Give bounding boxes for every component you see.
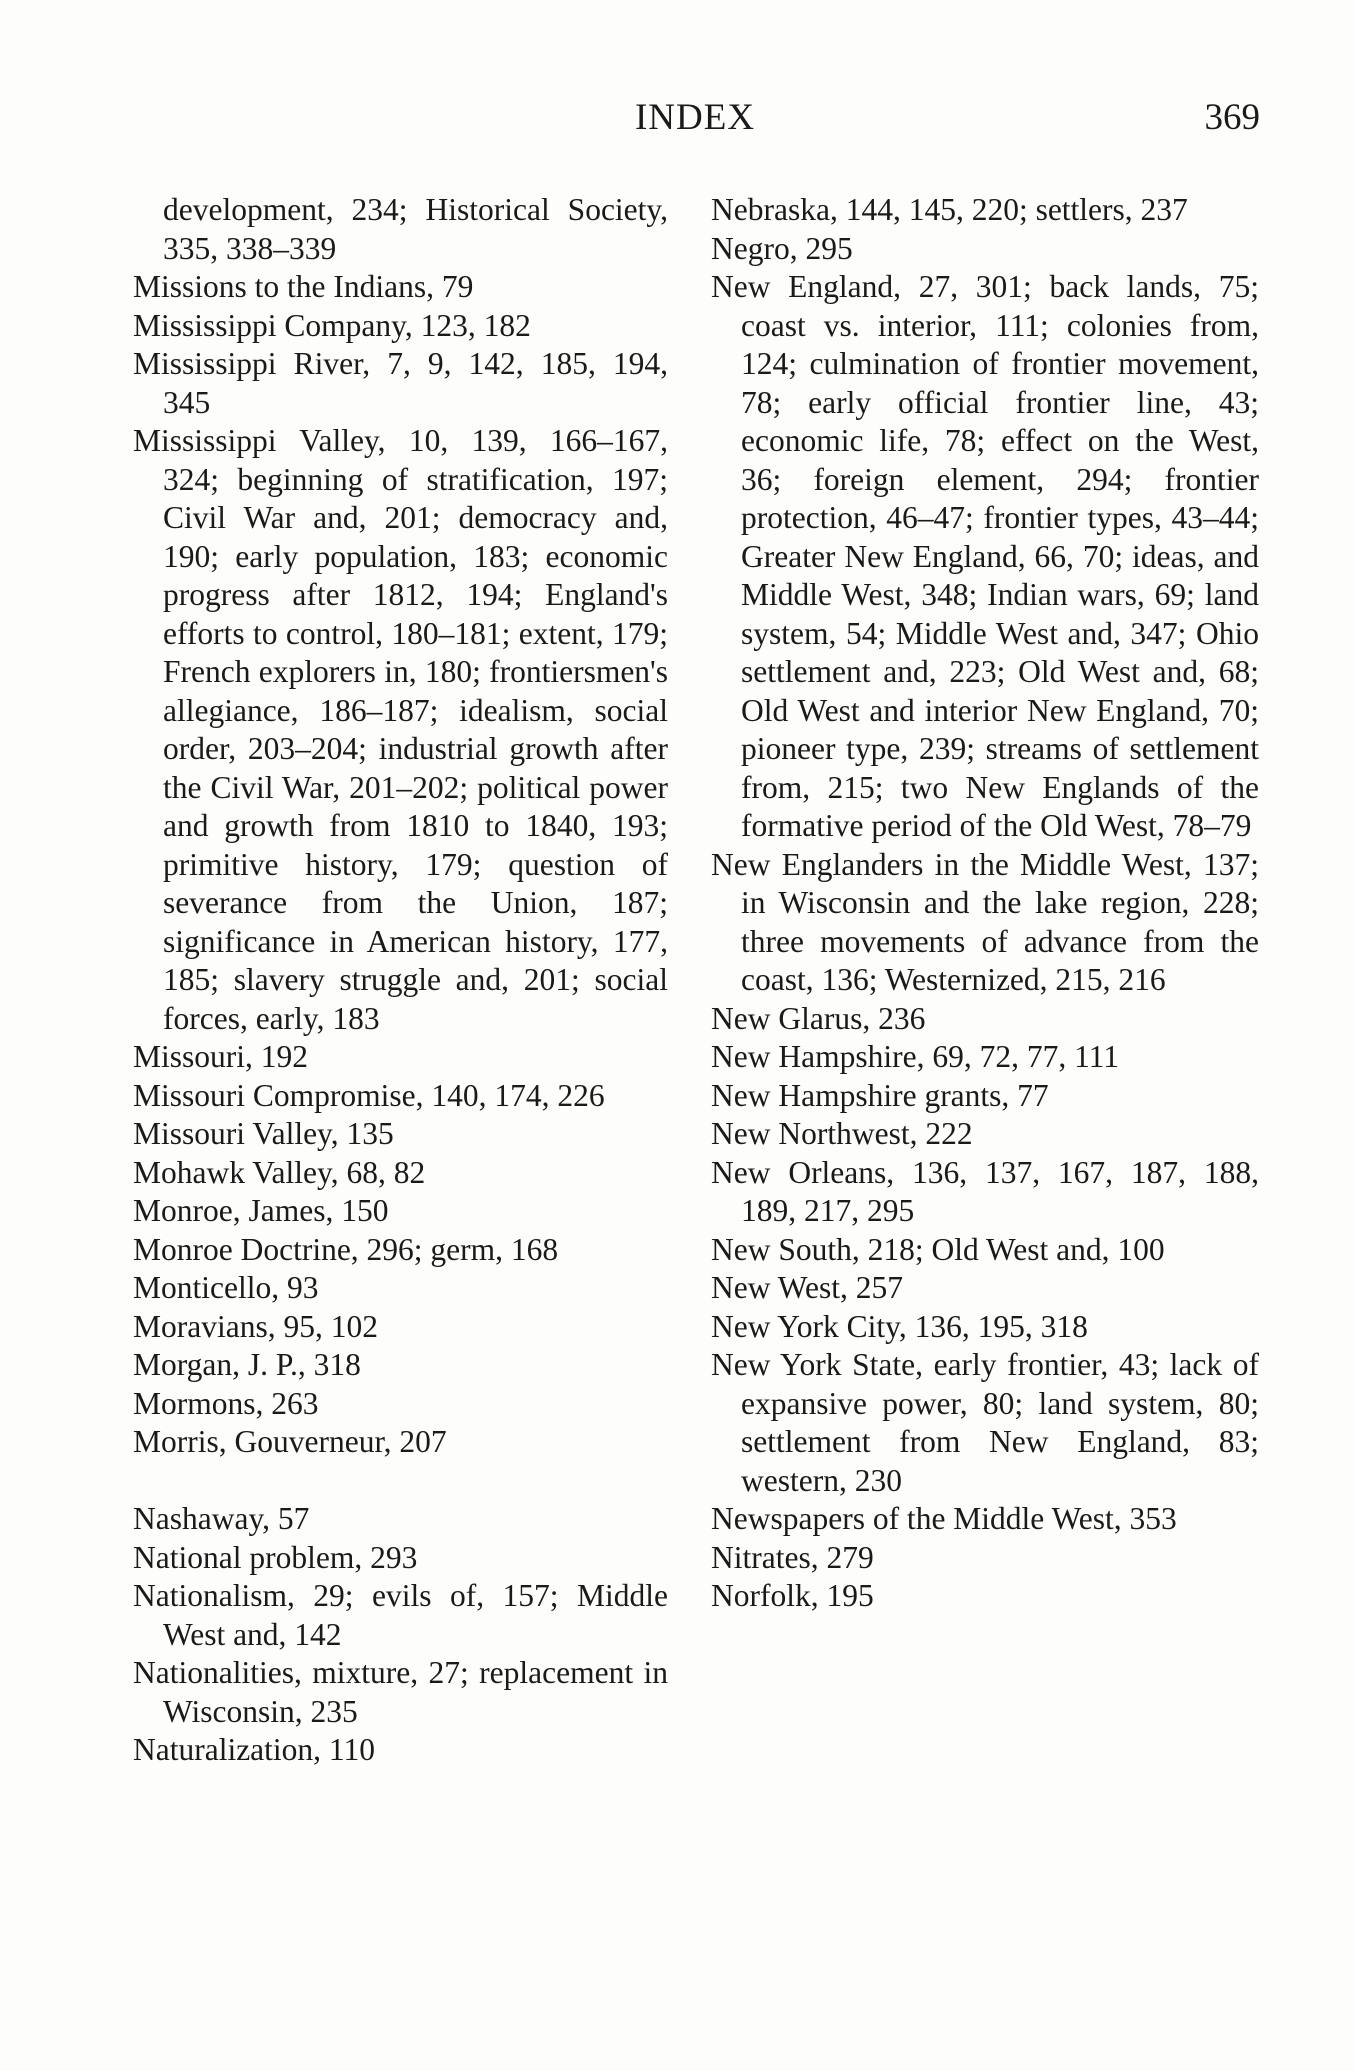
index-entry: Negro, 295 xyxy=(711,230,853,266)
index-entry: Mississippi Company, 123, 182 xyxy=(133,307,531,343)
index-entry: New West, 257 xyxy=(711,1270,903,1305)
index-entry: Missouri Valley, 135 xyxy=(133,1116,394,1151)
index-entry: New York City, 136, 195, 318 xyxy=(711,1308,1088,1344)
index-entry: Missouri Compromise, 140, 174, 226 xyxy=(133,1077,605,1113)
index-entry: Nitrates, 279 xyxy=(711,1539,874,1575)
index-entry: Missouri, 192 xyxy=(133,1039,309,1074)
index-entry: New York State, early frontier, 43; lack of expansive power, 80; land system, 80; settlement from New England, 83; western, 230 xyxy=(711,1347,1259,1498)
index-entry: Naturalization, 110 xyxy=(133,1732,376,1767)
index-entry: New England, 27, 301; back lands, 75; coast vs. interior, 111; colonies from, 124; culmination of frontier movement, 78; early official frontier line, 43; economic life, 78; effect on the West, 36; foreign element, 294; frontier protection, 46–47; frontier types, 43–44; Greater New England, 66, 70; ideas, and Middle West, 348; Indian wars, 69; land system, 54; Middle West and, 347; Ohio settlement and, 223; Old West and, 68; Old West and interior New England, 70; pioneer type, 239; streams of settlement from, 215; two New Englands of the formative period of the Old West, 78–79 xyxy=(711,269,1259,843)
section-gap xyxy=(133,1462,668,1501)
index-entry: Morgan, J. P., 318 xyxy=(133,1347,361,1382)
index-entry: Nashaway, 57 xyxy=(133,1501,310,1536)
page-header xyxy=(130,96,1260,146)
index-entry: New Glarus, 236 xyxy=(711,1000,926,1036)
index-entry: National problem, 293 xyxy=(133,1539,418,1575)
index-entry: Moravians, 95, 102 xyxy=(133,1308,378,1344)
index-entry: Missions to the Indians, 79 xyxy=(133,269,474,304)
index-entry: Nationalism, 29; evils of, 157; Middle West and, 142 xyxy=(133,1578,668,1652)
index-entry: Monroe, James, 150 xyxy=(133,1193,389,1228)
page-number: 369 xyxy=(1204,97,1260,138)
index-entry: New Northwest, 222 xyxy=(711,1116,973,1151)
index-entry: New Hampshire, 69, 72, 77, 111 xyxy=(711,1039,1119,1074)
index-entry: Monticello, 93 xyxy=(133,1270,319,1305)
index-entry: Monroe Doctrine, 296; germ, 168 xyxy=(133,1231,559,1267)
index-entry: Mohawk Valley, 68, 82 xyxy=(133,1154,426,1190)
index-entry: New South, 218; Old West and, 100 xyxy=(711,1231,1165,1267)
index-entry: New Hampshire grants, 77 xyxy=(711,1077,1049,1113)
index-entry: Mississippi River, 7, 9, 142, 185, 194, 345 xyxy=(133,346,668,420)
index-entry: Nebraska, 144, 145, 220; settlers, 237 xyxy=(711,192,1188,227)
page-title: INDEX xyxy=(634,97,756,138)
index-entry: development, 234; Historical Society, 335, 338–339 xyxy=(163,192,668,266)
index-column-right xyxy=(711,191,1259,1616)
index-entry: New Orleans, 136, 137, 167, 187, 188, 189, 217, 295 xyxy=(711,1154,1259,1228)
index-column-left xyxy=(133,191,668,1770)
index-entry: Morris, Gouverneur, 207 xyxy=(133,1424,447,1459)
index-entry: Newspapers of the Middle West, 353 xyxy=(711,1501,1177,1536)
index-entry: Nationalities, mixture, 27; replacement in Wisconsin, 235 xyxy=(133,1655,668,1729)
index-entry: Mormons, 263 xyxy=(133,1385,319,1421)
index-entry: Mississippi Valley, 10, 139, 166–167, 324; beginning of stratification, 197; Civil War and, 201; democracy and, 190; early population, 183; economic progress after 1812, 194; England's efforts to control, 180–181; extent, 179; French explorers in, 180; frontiersmen's allegiance, 186–187; idealism, social order, 203–204; industrial growth after the Civil War, 201–202; political power and growth from 1810 to 1840, 193; primitive history, 179; question of severance from the Union, 187; significance in American history, 177, 185; slavery struggle and, 201; social forces, early, 183 xyxy=(133,423,668,1036)
index-entry: New Englanders in the Middle West, 137; in Wisconsin and the lake region, 228; three movements of advance from the coast, 136; Westernized, 215, 216 xyxy=(711,846,1259,997)
index-entry: Norfolk, 195 xyxy=(711,1578,874,1613)
